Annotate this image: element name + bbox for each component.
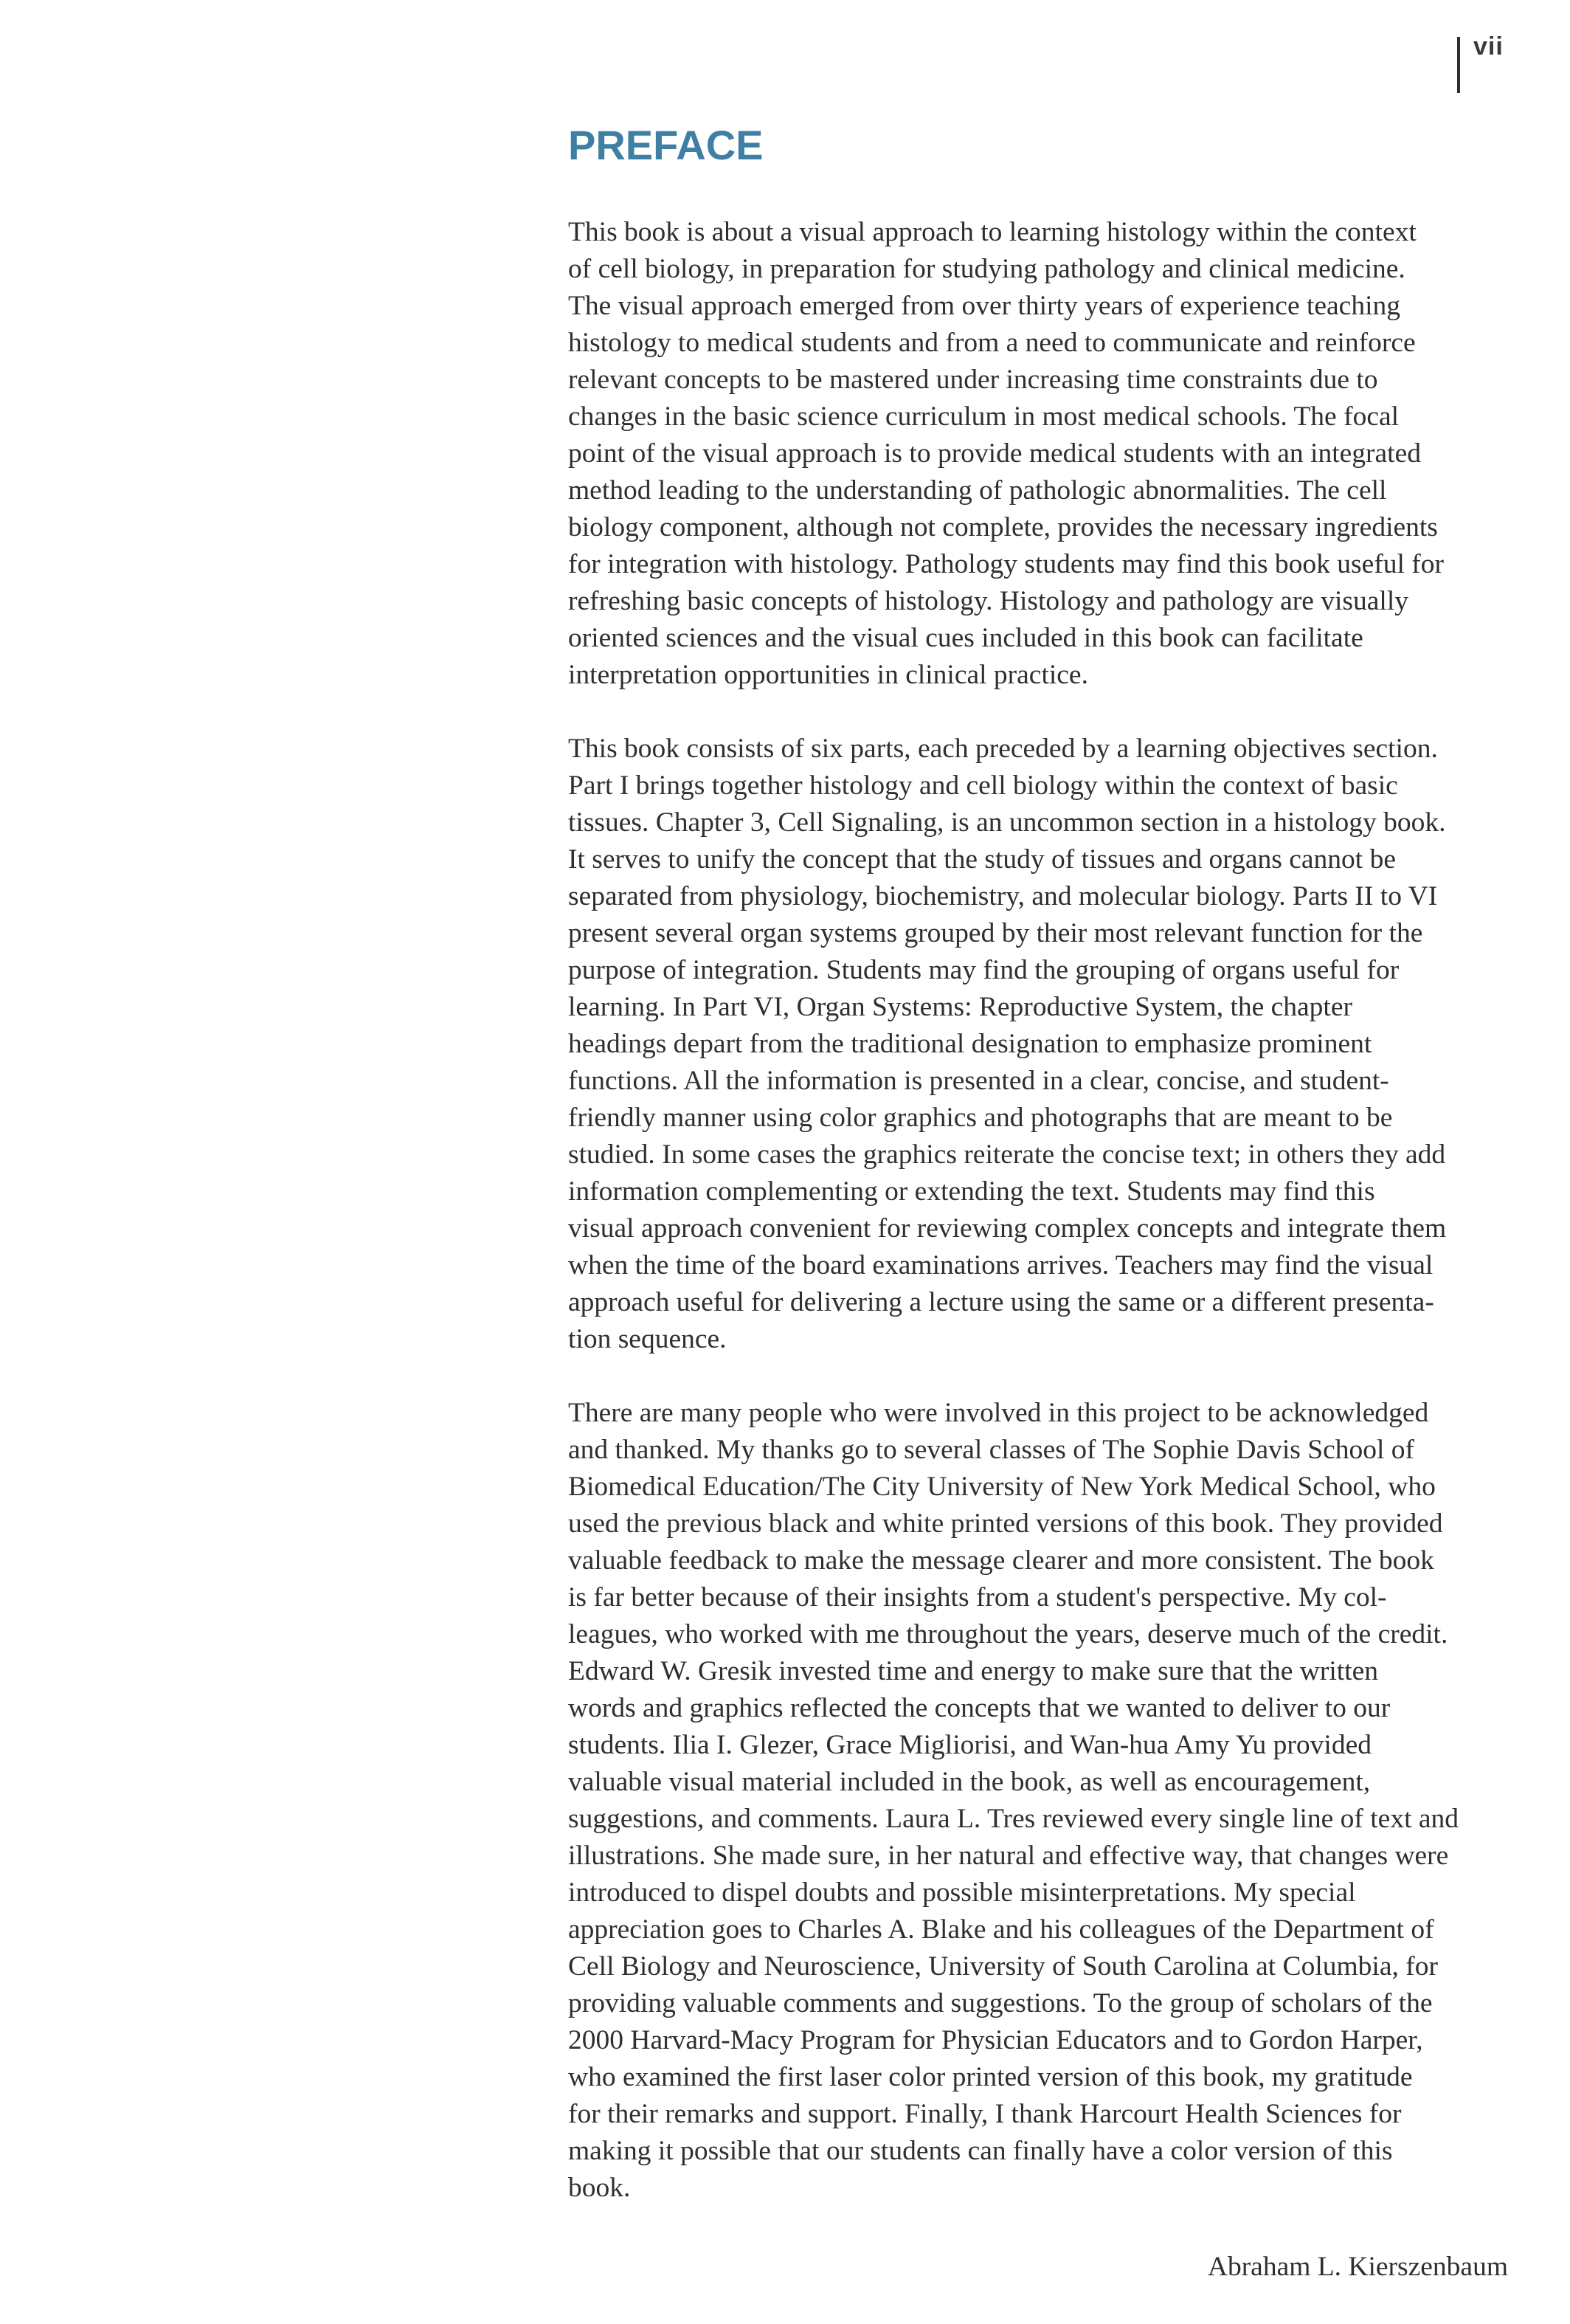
text-line: who examined the first laser color printed version of this book, my gratitude bbox=[568, 2062, 1413, 2092]
text-line: book. bbox=[568, 2173, 631, 2203]
page-title: PREFACE bbox=[568, 122, 764, 168]
text-line: tion sequence. bbox=[568, 1324, 727, 1354]
text-line: friendly manner using color graphics and photographs that are meant to be bbox=[568, 1103, 1393, 1133]
text-line: valuable visual material included in the book, as well as encouragement, bbox=[568, 1767, 1371, 1797]
text-line: appreciation goes to Charles A. Blake and his colleagues of the Department of bbox=[568, 1914, 1434, 1945]
text-line: Part I brings together histology and cell biology within the context of basic bbox=[568, 770, 1398, 801]
text-line: This book is about a visual approach to learning histology within the context bbox=[568, 217, 1417, 247]
text-line: suggestions, and comments. Laura L. Tres reviewed every single line of text and bbox=[568, 1804, 1459, 1834]
text-line: approach useful for delivering a lecture using the same or a different presenta- bbox=[568, 1287, 1434, 1317]
paragraph-3 bbox=[568, 1395, 1512, 2207]
text-line: histology to medical students and from a need to communicate and reinforce bbox=[568, 328, 1416, 358]
text-line: learning. In Part VI, Organ Systems: Reproductive System, the chapter bbox=[568, 992, 1352, 1022]
text-line: making it possible that our students can finally have a color version of this bbox=[568, 2136, 1393, 2166]
text-line: Cell Biology and Neuroscience, University of South Carolina at Columbia, for bbox=[568, 1951, 1438, 1982]
text-line: 2000 Harvard-Macy Program for Physician Educators and to Gordon Harper, bbox=[568, 2025, 1423, 2055]
text-line: when the time of the board examinations arrives. Teachers may find the visual bbox=[568, 1250, 1434, 1280]
text-line: for their remarks and support. Finally, I thank Harcourt Health Sciences for bbox=[568, 2099, 1402, 2129]
text-line: and thanked. My thanks go to several classes of The Sophie Davis School of bbox=[568, 1435, 1415, 1465]
page-number: vii bbox=[1473, 32, 1504, 61]
page-number-rule bbox=[1457, 37, 1460, 93]
text-line: The visual approach emerged from over thirty years of experience teaching bbox=[568, 291, 1400, 321]
text-line: tissues. Chapter 3, Cell Signaling, is an uncommon section in a histology book. bbox=[568, 807, 1446, 838]
text-line: method leading to the understanding of pathologic abnormalities. The cell bbox=[568, 475, 1387, 506]
text-line: separated from physiology, biochemistry, and molecular biology. Parts II to VI bbox=[568, 881, 1438, 911]
text-line: Biomedical Education/The City University of New York Medical School, who bbox=[568, 1472, 1436, 1502]
text-line: introduced to dispel doubts and possible misinterpretations. My special bbox=[568, 1878, 1356, 1908]
text-line: students. Ilia I. Glezer, Grace Migliorisi, and Wan-hua Amy Yu provided bbox=[568, 1730, 1372, 1760]
text-line: oriented sciences and the visual cues included in this book can facilitate bbox=[568, 623, 1363, 653]
text-line: relevant concepts to be mastered under increasing time constraints due to bbox=[568, 365, 1378, 395]
author-signature: Abraham L. Kierszenbaum bbox=[1207, 2252, 1508, 2282]
text-line: refreshing basic concepts of histology. Histology and pathology are visually bbox=[568, 586, 1408, 616]
text-line: used the previous black and white printed versions of this book. They provided bbox=[568, 1508, 1443, 1539]
text-line: present several organ systems grouped by their most relevant function for the bbox=[568, 918, 1423, 948]
text-line: changes in the basic science curriculum in most medical schools. The focal bbox=[568, 401, 1400, 432]
text-line: headings depart from the traditional designation to emphasize prominent bbox=[568, 1029, 1372, 1059]
text-line: It serves to unify the concept that the study of tissues and organs cannot be bbox=[568, 844, 1396, 875]
text-line: providing valuable comments and suggestions. To the group of scholars of the bbox=[568, 1988, 1433, 2018]
text-line: studied. In some cases the graphics reiterate the concise text; in others they add bbox=[568, 1139, 1446, 1170]
text-line: words and graphics reflected the concepts that we wanted to deliver to our bbox=[568, 1693, 1391, 1723]
preface-body bbox=[568, 214, 1512, 2244]
text-line: for integration with histology. Pathology students may find this book useful for bbox=[568, 549, 1445, 579]
text-line: Edward W. Gresik invested time and energy to make sure that the written bbox=[568, 1656, 1378, 1686]
text-line: information complementing or extending the text. Students may find this bbox=[568, 1176, 1375, 1207]
paragraph-2 bbox=[568, 731, 1512, 1358]
paragraph-1 bbox=[568, 214, 1512, 694]
text-line: point of the visual approach is to provide medical students with an integrated bbox=[568, 438, 1421, 469]
text-line: biology component, although not complete, provides the necessary ingredients bbox=[568, 512, 1438, 542]
text-line: visual approach convenient for reviewing complex concepts and integrate them bbox=[568, 1213, 1447, 1244]
text-line: There are many people who were involved in this project to be acknowledged bbox=[568, 1398, 1429, 1428]
text-line: This book consists of six parts, each preceded by a learning objectives section. bbox=[568, 734, 1438, 764]
text-line: leagues, who worked with me throughout the years, deserve much of the credit. bbox=[568, 1619, 1448, 1649]
text-line: valuable feedback to make the message clearer and more consistent. The book bbox=[568, 1545, 1434, 1576]
text-line: of cell biology, in preparation for studying pathology and clinical medicine. bbox=[568, 254, 1405, 284]
text-line: illustrations. She made sure, in her natural and effective way, that changes were bbox=[568, 1841, 1449, 1871]
text-line: interpretation opportunities in clinical practice. bbox=[568, 660, 1088, 690]
text-line: purpose of integration. Students may find the grouping of organs useful for bbox=[568, 955, 1400, 985]
text-line: is far better because of their insights from a student's perspective. My col- bbox=[568, 1582, 1387, 1613]
text-line: functions. All the information is presented in a clear, concise, and student- bbox=[568, 1066, 1389, 1096]
